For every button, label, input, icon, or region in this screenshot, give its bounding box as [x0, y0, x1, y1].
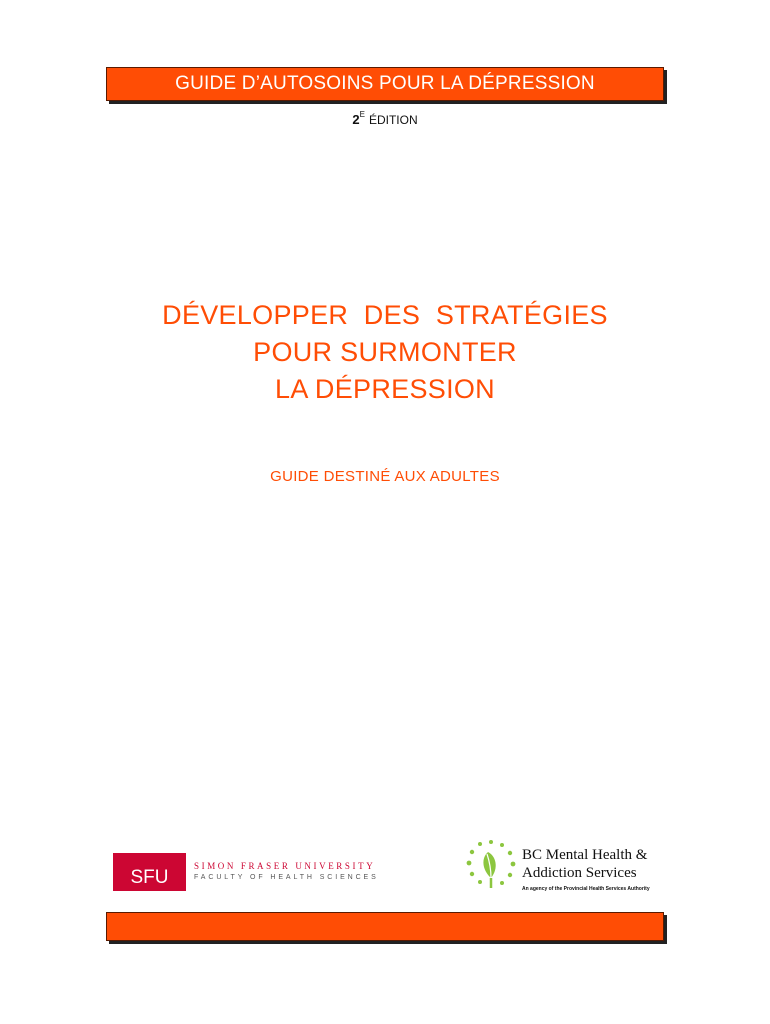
- edition-word: ÉDITION: [368, 113, 418, 127]
- edition-label: [0, 110, 770, 127]
- title-banner: [106, 67, 664, 101]
- sfu-mark-text: SFU: [130, 867, 169, 888]
- sfu-name: SIMON FRASER UNIVERSITY: [194, 861, 376, 871]
- bc-leaf-icon: [466, 840, 516, 890]
- subtitle: GUIDE DESTINÉ AUX ADULTES: [270, 468, 500, 485]
- banner-title: GUIDE D’AUTOSOINS POUR LA DÉPRESSION: [175, 73, 595, 94]
- bc-wordmark: [522, 846, 650, 892]
- sfu-logo: [113, 853, 379, 891]
- main-title-line-3: LA DÉPRESSION: [275, 374, 495, 404]
- sfu-mark: [113, 853, 186, 891]
- sfu-wordmark: [194, 860, 379, 884]
- edition-number: 2: [352, 112, 360, 127]
- edition-suffix: E: [359, 110, 365, 119]
- sfu-faculty: FACULTY OF HEALTH SCIENCES: [194, 874, 379, 881]
- bc-mental-health-logo: [466, 840, 650, 892]
- main-title-line-2: POUR SURMONTER: [253, 337, 517, 367]
- bc-name-line-2: Addiction Services: [522, 865, 637, 881]
- main-title: [0, 297, 770, 408]
- bc-name-line-1: BC Mental Health &: [522, 847, 648, 863]
- bc-agency-tagline: An agency of the Provincial Health Services Authority: [522, 886, 650, 892]
- main-title-line-1: DÉVELOPPER DES STRATÉGIES: [162, 300, 608, 330]
- footer-banner: [106, 912, 664, 941]
